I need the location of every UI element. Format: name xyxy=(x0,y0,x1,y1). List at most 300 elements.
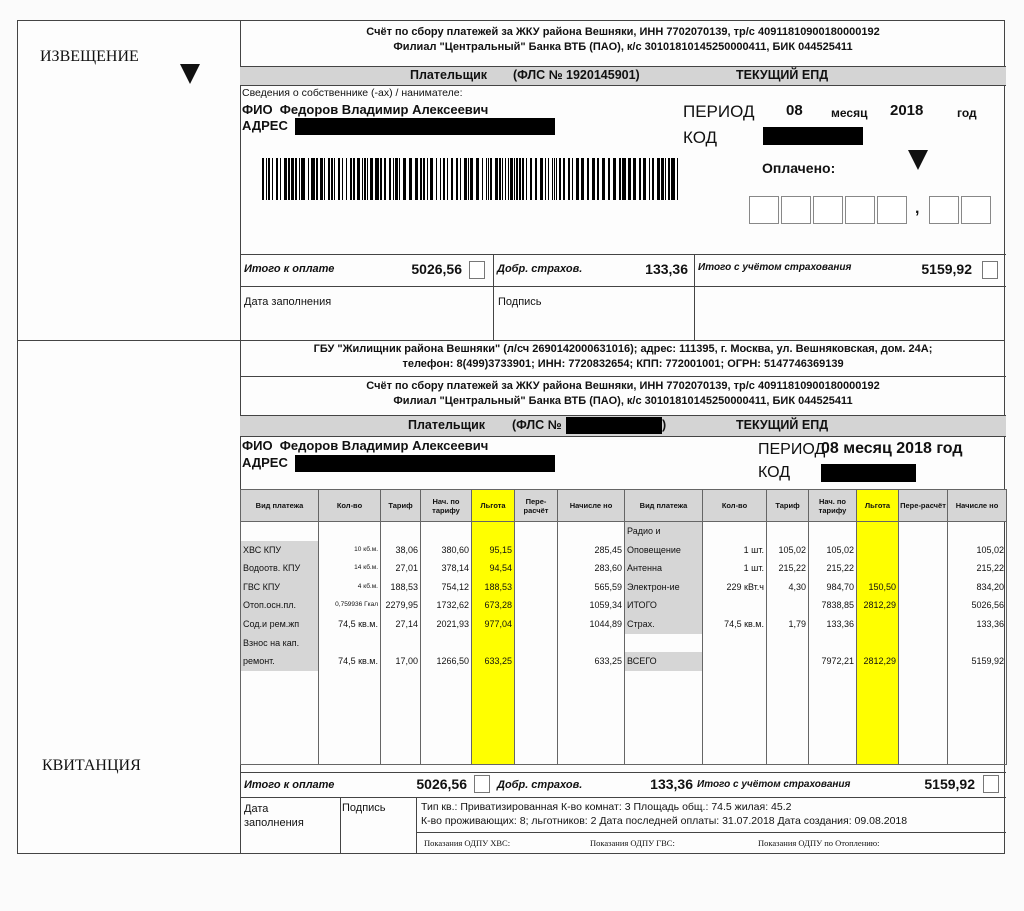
notice-totals-divider xyxy=(694,254,695,340)
barcode-bar xyxy=(554,158,555,200)
table-cell: ГВС КПУ xyxy=(241,578,318,597)
table-cell: 10 кб.м. xyxy=(354,545,378,553)
barcode-bar xyxy=(572,158,573,200)
notice-bank-details xyxy=(240,25,1006,55)
table-cell xyxy=(472,522,514,541)
notice-total-ins-label: Итого с учётом страхования xyxy=(698,262,852,273)
notice-date-label: Дата заполнения xyxy=(244,296,332,308)
fls-redaction xyxy=(566,417,662,434)
barcode-bar xyxy=(399,158,400,200)
header-cell-benefit: Льгота xyxy=(472,490,515,522)
table-cell: Взнос на кап. xyxy=(241,634,318,653)
notice-totals-mid-line xyxy=(240,286,1006,287)
barcode-bar xyxy=(403,158,406,200)
barcode-bar xyxy=(380,158,382,200)
down-triangle-icon xyxy=(908,150,928,170)
paid-digit-box[interactable] xyxy=(749,196,779,224)
receipt-payer-label: Плательщик xyxy=(408,418,486,432)
barcode-bar xyxy=(423,158,425,200)
barcode-bar xyxy=(490,158,492,200)
code-redaction xyxy=(821,464,916,482)
table-cell xyxy=(515,522,557,541)
header-cell: Тариф xyxy=(381,490,421,522)
barcode-bar xyxy=(468,158,469,200)
table-cell: 38,06 xyxy=(395,544,418,555)
barcode-bar xyxy=(409,158,412,200)
table-cell: 754,12 xyxy=(441,581,469,592)
table-cell: 283,60 xyxy=(594,563,622,574)
barcode-bar xyxy=(334,158,335,200)
table-cell: 5026,56 xyxy=(971,600,1004,611)
barcode-bar xyxy=(342,158,343,200)
barcode-bar xyxy=(324,158,325,200)
receipt-insurance-value: 133,36 xyxy=(650,776,693,792)
receipt-fio-row xyxy=(242,438,488,453)
barcode-bar xyxy=(440,158,441,200)
barcode-bar xyxy=(447,158,448,200)
table-cell xyxy=(899,578,947,597)
barcode-bar xyxy=(540,158,543,200)
header-cell: Нач. по тарифу xyxy=(809,490,857,522)
section-divider xyxy=(17,340,1005,341)
notice-total-checkbox[interactable] xyxy=(469,261,485,279)
table-cell xyxy=(899,596,947,615)
table-cell xyxy=(948,634,1006,653)
address-redaction xyxy=(295,455,555,472)
header-cell: Начисле но xyxy=(558,490,625,522)
odpu-heat-label: Показания ОДПУ по Отоплению: xyxy=(758,838,880,848)
org-line1: ГБУ "Жилищник района Вешняки" (л/сч 2690142000631016); адрес: 111395, г. Москва, ул. Вешняковская, дом. 24А; xyxy=(313,343,933,355)
table-cell: 1266,50 xyxy=(436,656,469,667)
table-cell xyxy=(421,522,471,541)
receipt-address-label: АДРЕС xyxy=(242,455,288,470)
paid-label: Оплачено: xyxy=(762,160,836,176)
barcode-bar xyxy=(548,158,549,200)
table-cell: 17,00 xyxy=(395,656,418,667)
barcode-bar xyxy=(510,158,513,200)
receipt-total-ins-value: 5159,92 xyxy=(924,776,975,792)
table-cell xyxy=(558,522,624,541)
barcode-bar xyxy=(364,158,366,200)
barcode-bar xyxy=(668,158,670,200)
barcode-bar xyxy=(556,158,557,200)
notice-totals-divider xyxy=(493,254,494,340)
table-cell xyxy=(767,522,808,541)
barcode-bar xyxy=(526,158,527,200)
paid-digit-box[interactable] xyxy=(845,196,875,224)
table-cell xyxy=(515,615,557,634)
table-cell xyxy=(515,541,557,560)
barcode-bar xyxy=(284,158,287,200)
table-cell: 27,14 xyxy=(395,618,418,629)
table-cell xyxy=(899,634,947,653)
notice-month-label: месяц xyxy=(831,106,868,120)
barcode-bar xyxy=(649,158,650,200)
receipt-totals-top-line xyxy=(240,772,1006,773)
table-cell: 2812,29 xyxy=(863,600,896,611)
receipt-title: КВИТАНЦИЯ xyxy=(42,757,141,774)
apartment-info xyxy=(421,800,907,828)
barcode-bar xyxy=(597,158,599,200)
notice-payer-label: Плательщик xyxy=(410,68,488,82)
barcode-bar xyxy=(389,158,391,200)
barcode-bar xyxy=(328,158,330,200)
table-cell xyxy=(472,634,514,653)
barcode-bar xyxy=(476,158,479,200)
table-cell: 633,25 xyxy=(594,656,622,667)
header-cell: Вид платежа xyxy=(625,490,703,522)
notice-address-label: АДРЕС xyxy=(242,118,288,133)
table-cell: 74,5 кв.м. xyxy=(338,656,378,667)
barcode-bar xyxy=(346,158,347,200)
table-cell: 380,60 xyxy=(441,544,469,555)
table-cell: 1059,34 xyxy=(589,600,622,611)
code-redaction xyxy=(763,127,863,145)
table-cell: 0,759936 Гкал xyxy=(335,601,378,609)
header-cell-benefit: Льгота xyxy=(857,490,899,522)
table-cell: 188,53 xyxy=(390,581,418,592)
receipt-insurance-label: Добр. страхов. xyxy=(497,779,583,791)
table-cell xyxy=(381,634,420,653)
table-cell: 2021,93 xyxy=(436,618,469,629)
notice-total-ins-checkbox[interactable] xyxy=(982,261,998,279)
table-cell xyxy=(241,522,318,541)
barcode-bar xyxy=(486,158,487,200)
barcode-bar xyxy=(272,158,273,200)
receipt-info-divider xyxy=(416,797,417,854)
table-cell: 229 кВт.ч xyxy=(726,581,764,592)
barcode-bar xyxy=(262,158,264,200)
table-cell: 1 шт. xyxy=(743,544,764,555)
table-cell: Антенна xyxy=(625,559,702,578)
header-cell: Начисле но xyxy=(948,490,1007,522)
receipt-total-ins-label: Итого с учётом страхования xyxy=(697,779,851,790)
barcode-bar xyxy=(311,158,315,200)
barcode-bar xyxy=(266,158,267,200)
barcode-bar xyxy=(350,158,352,200)
header-cell: Кол-во xyxy=(703,490,767,522)
barcode-bar xyxy=(362,158,363,200)
barcode-bar xyxy=(331,158,333,200)
notice-bank-line2: Филиал "Центральный" Банка ВТБ (ПАО), к/с 30101810145250000411, БИК 044525411 xyxy=(393,41,853,53)
table-cell xyxy=(703,634,766,653)
table-cell: 673,28 xyxy=(484,600,512,611)
table-cell xyxy=(625,634,702,653)
table-cell xyxy=(899,559,947,578)
notice-insurance-value: 133,36 xyxy=(645,261,688,277)
table-cell xyxy=(857,522,898,541)
barcode-bar xyxy=(415,158,418,200)
barcode-bar xyxy=(384,158,386,200)
receipt-period-label: ПЕРИОД xyxy=(758,441,826,458)
table-cell: 94,54 xyxy=(489,563,512,574)
barcode-bar xyxy=(519,158,521,200)
barcode-bar xyxy=(652,158,654,200)
receipt-fls-open: (ФЛС № xyxy=(512,418,562,432)
table-cell: 150,50 xyxy=(868,581,896,592)
receipt-total-value: 5026,56 xyxy=(416,776,467,792)
odpu-gvs-label: Показания ОДПУ ГВС: xyxy=(590,838,675,848)
barcode-bar xyxy=(592,158,595,200)
barcode-bar xyxy=(608,158,610,200)
table-cell: Страх. xyxy=(625,615,702,634)
table-cell xyxy=(899,522,947,541)
owner-info-label: Сведения о собственнике (-ах) / нанимателе: xyxy=(242,87,463,99)
notice-sign-label: Подпись xyxy=(498,296,542,308)
receipt-code-label: КОД xyxy=(758,464,791,481)
notice-total-label: Итого к оплате xyxy=(244,263,335,275)
table-cell: 565,59 xyxy=(594,581,622,592)
table-cell xyxy=(515,559,557,578)
org-divider xyxy=(240,376,1006,377)
org-details xyxy=(240,342,1006,372)
table-cell xyxy=(421,634,471,653)
barcode-bar xyxy=(677,158,678,200)
receipt-date-label-1: Дата xyxy=(244,803,269,815)
barcode-bar xyxy=(530,158,532,200)
table-cell: 285,45 xyxy=(594,544,622,555)
barcode-bar xyxy=(375,158,379,200)
header-cell: Нач. по тарифу xyxy=(421,490,472,522)
table-cell xyxy=(767,596,808,615)
table-cell: Водоотв. КПУ xyxy=(241,559,318,578)
barcode-bar xyxy=(370,158,373,200)
barcode-bar xyxy=(338,158,340,200)
barcode-bar xyxy=(443,158,445,200)
barcode-bar xyxy=(299,158,300,200)
receipt-fio-label: ФИО xyxy=(242,438,273,453)
barcode-bar xyxy=(545,158,546,200)
table-cell xyxy=(319,634,380,653)
barcode-bar xyxy=(460,158,461,200)
barcode-bar xyxy=(633,158,636,200)
receipt-total-ins-checkbox[interactable] xyxy=(983,775,999,793)
barcode-bar xyxy=(357,158,360,200)
notice-epd-label: ТЕКУЩИЙ ЕПД xyxy=(736,68,829,82)
barcode-bar xyxy=(353,158,355,200)
notice-period-label: ПЕРИОД xyxy=(683,102,755,121)
table-cell xyxy=(809,634,856,653)
barcode-bar xyxy=(276,158,278,200)
barcode-bar xyxy=(665,158,666,200)
barcode-bar xyxy=(488,158,489,200)
barcode-bar xyxy=(291,158,294,200)
barcode-bar xyxy=(393,158,394,200)
notice-total-value: 5026,56 xyxy=(411,261,462,277)
barcode-bar xyxy=(451,158,453,200)
barcode-bar xyxy=(295,158,297,200)
barcode xyxy=(262,158,684,200)
table-cell xyxy=(899,541,947,560)
table-cell xyxy=(857,634,898,653)
table-cell xyxy=(948,522,1006,541)
notice-title: ИЗВЕЩЕНИЕ xyxy=(40,48,139,65)
barcode-bar xyxy=(301,158,305,200)
table-cell xyxy=(899,615,947,634)
barcode-bar xyxy=(671,158,675,200)
table-cell: Электрон-ие xyxy=(625,578,702,597)
barcode-bar xyxy=(522,158,524,200)
table-cell xyxy=(857,541,898,560)
header-cell: Тариф xyxy=(767,490,809,522)
table-cell xyxy=(558,634,624,653)
barcode-bar xyxy=(514,158,515,200)
org-line2: телефон: 8(499)3733901; ИНН: 7720832654; КПП: 772001001; ОГРН: 5147746369139 xyxy=(402,358,844,370)
header-cell: Вид платежа xyxy=(241,490,319,522)
table-cell xyxy=(857,615,898,634)
charges-table xyxy=(240,489,1007,765)
table-cell xyxy=(515,578,557,597)
table-body-row xyxy=(241,522,1007,765)
notice-year-label: год xyxy=(957,106,977,120)
paid-kopeck-box[interactable] xyxy=(929,196,959,224)
barcode-bar xyxy=(420,158,422,200)
barcode-bar xyxy=(499,158,501,200)
address-redaction xyxy=(295,118,555,135)
notice-fls: (ФЛС № 1920145901) xyxy=(513,68,640,82)
barcode-bar xyxy=(628,158,631,200)
notice-fio-row xyxy=(242,102,488,117)
paid-digit-box[interactable] xyxy=(781,196,811,224)
table-cell: ВСЕГО xyxy=(625,652,702,671)
receipt-sign-label: Подпись xyxy=(342,802,386,814)
table-cell: 74,5 кв.м. xyxy=(724,618,764,629)
table-cell: Сод.и рем.жп xyxy=(241,615,318,634)
table-cell: Отоп.осн.пл. xyxy=(241,596,318,615)
table-cell: 4,30 xyxy=(788,581,806,592)
receipt-epd-label: ТЕКУЩИЙ ЕПД xyxy=(736,418,829,432)
barcode-bar xyxy=(280,158,281,200)
table-cell: 1732,62 xyxy=(436,600,469,611)
barcode-bar xyxy=(505,158,506,200)
receipt-bank-details xyxy=(240,379,1006,409)
barcode-bar xyxy=(308,158,309,200)
receipt-sign-divider xyxy=(340,797,341,854)
header-cell: Пере-расчёт xyxy=(899,490,948,522)
table-cell: Радио и xyxy=(625,522,702,541)
header-cell: Пере-расчёт xyxy=(515,490,558,522)
table-cell xyxy=(515,634,557,653)
table-cell: 7972,21 xyxy=(821,656,854,667)
table-cell xyxy=(515,596,557,615)
table-cell: 1,79 xyxy=(788,618,806,629)
barcode-bar xyxy=(576,158,579,200)
barcode-bar xyxy=(508,158,509,200)
table-cell: 105,02 xyxy=(976,544,1004,555)
receipt-bank-line1: Счёт по сбору платежей за ЖКУ района Вешняки, ИНН 7702070139, тр/с 40911810900180000192 xyxy=(366,380,880,392)
barcode-bar xyxy=(502,158,503,200)
paid-digit-box[interactable] xyxy=(813,196,843,224)
apartment-info-line1: Тип кв.: Приватизированная К-во комнат: 3 Площадь общ.: 74.5 жилая: 45.2 xyxy=(421,801,792,813)
table-cell xyxy=(319,522,380,541)
barcode-bar xyxy=(563,158,565,200)
down-triangle-icon xyxy=(180,64,200,84)
barcode-bar xyxy=(535,158,537,200)
table-cell: 984,70 xyxy=(826,581,854,592)
table-cell: 133,36 xyxy=(976,618,1004,629)
table-cell: 27,01 xyxy=(395,563,418,574)
barcode-bar xyxy=(427,158,428,200)
barcode-bar xyxy=(581,158,584,200)
table-cell xyxy=(515,652,557,671)
table-cell xyxy=(809,522,856,541)
table-cell: ремонт. xyxy=(241,652,318,671)
receipt-bank-line2: Филиал "Центральный" Банка ВТБ (ПАО), к/с 30101810145250000411, БИК 044525411 xyxy=(393,395,853,407)
table-cell: 215,22 xyxy=(976,563,1004,574)
notice-fio: Федоров Владимир Алексеевич xyxy=(279,102,489,117)
receipt-total-label: Итого к оплате xyxy=(244,779,335,791)
barcode-bar xyxy=(622,158,626,200)
receipt-fls-close: ) xyxy=(662,418,667,432)
barcode-bar xyxy=(643,158,646,200)
barcode-bar xyxy=(516,158,518,200)
table-cell: 977,04 xyxy=(484,618,512,629)
receipt-period-value: 08 месяц 2018 год xyxy=(821,440,963,457)
barcode-bar xyxy=(639,158,641,200)
barcode-bar xyxy=(568,158,570,200)
table-cell: 834,20 xyxy=(976,581,1004,592)
notice-bank-line1: Счёт по сбору платежей за ЖКУ района Вешняки, ИНН 7702070139, тр/с 40911810900180000192 xyxy=(366,26,880,38)
table-cell: 215,22 xyxy=(826,563,854,574)
table-cell xyxy=(703,652,766,671)
apartment-info-line2: К-во проживающих: 8; льготников: 2 Дата последней оплаты: 31.07.2018 Дата создания: 09.08.2018 xyxy=(421,815,908,827)
paid-digit-box[interactable] xyxy=(877,196,907,224)
barcode-bar xyxy=(430,158,433,200)
table-cell: 633,25 xyxy=(484,656,512,667)
receipt-totals-bottom-line xyxy=(240,797,1006,798)
table-cell: 14 кб.м. xyxy=(354,564,378,572)
table-cell: 5159,92 xyxy=(971,656,1004,667)
receipt-date-label-2: заполнения xyxy=(244,817,304,829)
notice-fio-label: ФИО xyxy=(242,102,273,117)
receipt-date-label xyxy=(244,802,304,830)
table-cell: 1 шт. xyxy=(743,563,764,574)
table-cell xyxy=(703,596,766,615)
barcode-bar xyxy=(367,158,368,200)
table-cell: 105,02 xyxy=(778,544,806,555)
barcode-bar xyxy=(395,158,398,200)
table-cell: 2812,29 xyxy=(863,656,896,667)
barcode-bar xyxy=(552,158,553,200)
barcode-bar xyxy=(436,158,437,200)
barcode-bar xyxy=(470,158,473,200)
barcode-bar xyxy=(661,158,664,200)
barcode-bar xyxy=(288,158,290,200)
header-cell: Кол-во xyxy=(319,490,381,522)
table-cell xyxy=(767,652,808,671)
barcode-bar xyxy=(316,158,318,200)
paid-kopeck-box[interactable] xyxy=(961,196,991,224)
table-cell: 1044,89 xyxy=(589,618,622,629)
barcode-bar xyxy=(464,158,467,200)
barcode-bar xyxy=(619,158,621,200)
barcode-bar xyxy=(482,158,483,200)
table-cell xyxy=(857,559,898,578)
table-cell: Оповещение xyxy=(625,541,702,560)
table-cell: 74,5 кв.м. xyxy=(338,618,378,629)
notice-month: 08 xyxy=(786,102,803,119)
table-cell: 133,36 xyxy=(826,618,854,629)
barcode-bar xyxy=(456,158,458,200)
barcode-bar xyxy=(587,158,589,200)
barcode-bar xyxy=(320,158,323,200)
table-cell: 215,22 xyxy=(778,563,806,574)
table-cell xyxy=(703,522,766,541)
notice-totals-top-line xyxy=(240,254,1006,255)
receipt-total-checkbox[interactable] xyxy=(474,775,490,793)
table-cell: 4 кб.м. xyxy=(357,582,378,590)
table-cell: ИТОГО xyxy=(625,596,702,615)
